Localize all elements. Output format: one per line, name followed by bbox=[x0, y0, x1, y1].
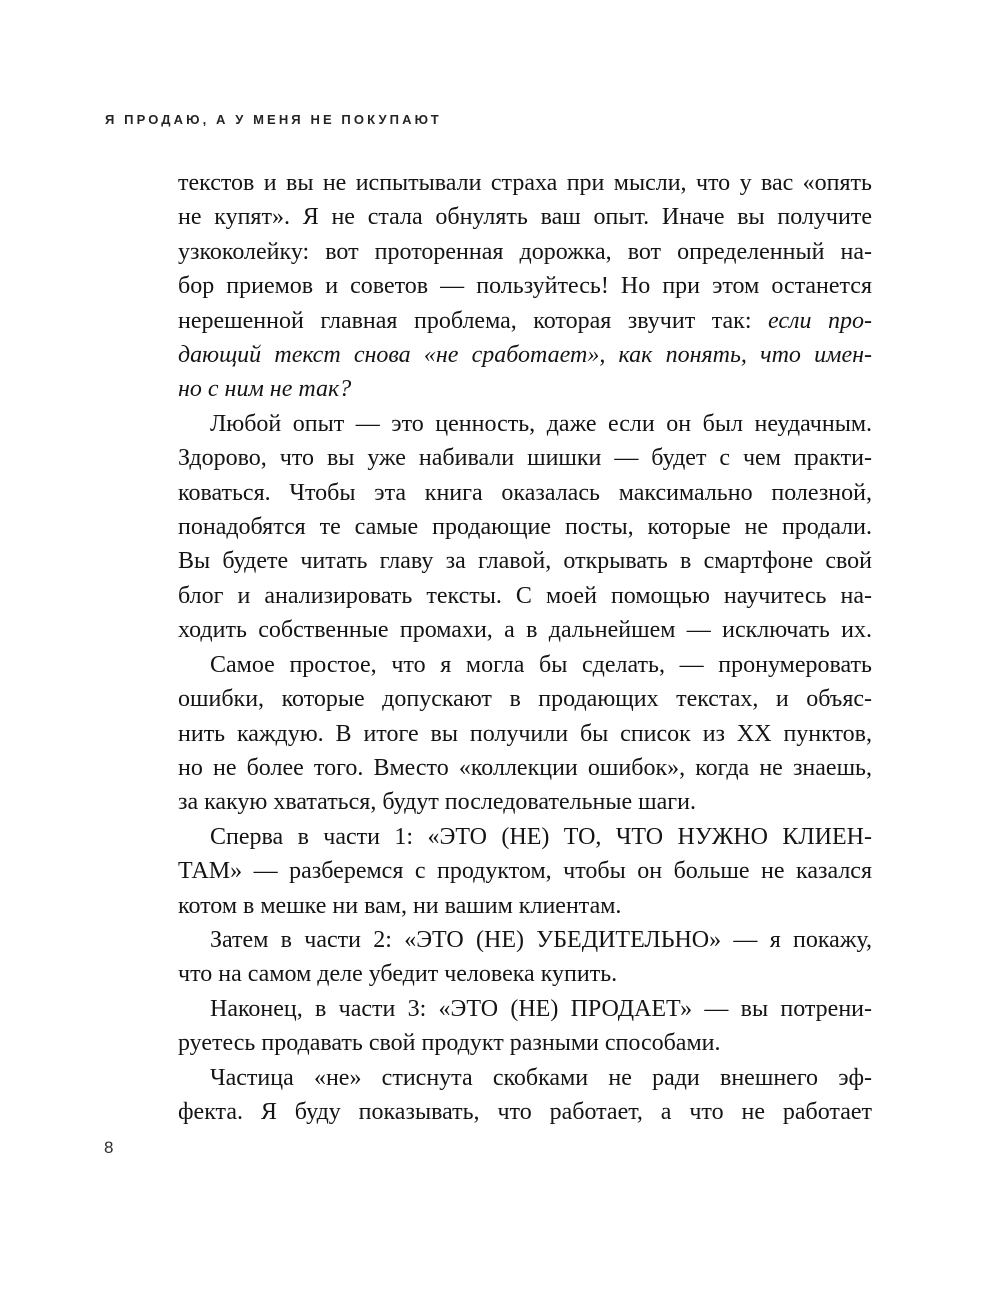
text-line bbox=[178, 166, 872, 200]
text-line bbox=[178, 1095, 872, 1129]
text-line bbox=[178, 648, 872, 682]
text-run: котом в мешке ни вам, ни вашим клиентам. bbox=[178, 892, 622, 919]
italic-text-run: если про- bbox=[768, 307, 872, 334]
text-line bbox=[178, 957, 872, 991]
page-number: 8 bbox=[104, 1138, 114, 1157]
text-run: понадобятся те самые продающие посты, которые не продали. bbox=[178, 514, 872, 541]
text-run: коваться. Чтобы эта книга оказалась максимально полезной, bbox=[178, 479, 872, 506]
text-line bbox=[178, 889, 872, 923]
text-run: но не более того. Вместо «коллекции ошибок», когда не знаешь, bbox=[178, 754, 872, 781]
text-line bbox=[178, 372, 872, 406]
text-line bbox=[178, 304, 872, 338]
body-text bbox=[178, 166, 872, 1129]
text-run: фекта. Я буду показывать, что работает, а что не работает bbox=[178, 1098, 872, 1125]
text-run: Самое простое, что я могла бы сделать, — пронумеровать bbox=[210, 651, 872, 678]
text-run: нерешенной главная проблема, которая звучит так: bbox=[178, 307, 769, 334]
text-line bbox=[178, 1061, 872, 1095]
text-line bbox=[178, 579, 872, 613]
text-line bbox=[178, 717, 872, 751]
text-run: что на самом деле убедит человека купить. bbox=[178, 961, 618, 988]
paragraph bbox=[178, 407, 872, 648]
text-run: Затем в части 2: «ЭТО (НЕ) УБЕДИТЕЛЬНО» — я покажу, bbox=[210, 926, 872, 953]
italic-text-run: дающий текст снова «не сработает», как понять, что имен- bbox=[178, 342, 872, 369]
paragraph bbox=[178, 166, 872, 407]
text-line bbox=[178, 544, 872, 578]
paragraph bbox=[178, 923, 872, 992]
text-line bbox=[178, 820, 872, 854]
paragraph bbox=[178, 1061, 872, 1130]
text-line bbox=[178, 235, 872, 269]
text-line bbox=[178, 200, 872, 234]
text-line bbox=[178, 751, 872, 785]
text-run: за какую хвататься, будут последовательные шаги. bbox=[178, 789, 696, 816]
text-line bbox=[178, 682, 872, 716]
text-run: нить каждую. В итоге вы получили бы список из XX пунктов, bbox=[178, 720, 872, 747]
text-line bbox=[178, 407, 872, 441]
text-line bbox=[178, 476, 872, 510]
text-run: текстов и вы не испытывали страха при мысли, что у вас «опять bbox=[178, 170, 872, 196]
text-run: Частица «не» стиснута скобками не ради внешнего эф- bbox=[210, 1064, 872, 1091]
text-run: ошибки, которые допускают в продающих текстах, и объяс- bbox=[178, 686, 872, 713]
text-line bbox=[178, 923, 872, 957]
text-run: Вы будете читать главу за главой, открывать в смартфоне свой bbox=[178, 548, 872, 575]
text-run: ходить собственные промахи, а в дальнейшем — исключать их. bbox=[178, 617, 872, 644]
paragraph bbox=[178, 648, 872, 820]
text-run: Сперва в части 1: «ЭТО (НЕ) ТО, ЧТО НУЖНО КЛИЕН- bbox=[210, 823, 872, 850]
text-line bbox=[178, 510, 872, 544]
text-run: блог и анализировать тексты. С моей помощью научитесь на- bbox=[178, 582, 872, 609]
text-run: узкоколейку: вот проторенная дорожка, вот определенный на- bbox=[178, 238, 872, 265]
paragraph bbox=[178, 992, 872, 1061]
paragraph bbox=[178, 820, 872, 923]
text-line bbox=[178, 785, 872, 819]
text-run: руетесь продавать свой продукт разными способами. bbox=[178, 1030, 721, 1057]
text-line bbox=[178, 854, 872, 888]
running-head: Я ПРОДАЮ, А У МЕНЯ НЕ ПОКУПАЮТ bbox=[105, 112, 442, 127]
text-run: Любой опыт — это ценность, даже если он был неудачным. bbox=[210, 410, 872, 437]
text-line bbox=[178, 613, 872, 647]
text-run: ТАМ» — разберемся с продуктом, чтобы он больше не казался bbox=[178, 858, 872, 885]
text-run: бор приемов и советов — пользуйтесь! Но при этом останется bbox=[178, 273, 872, 300]
text-line bbox=[178, 441, 872, 475]
text-run: Наконец, в части 3: «ЭТО (НЕ) ПРОДАЕТ» — вы потрени- bbox=[210, 995, 872, 1022]
text-line bbox=[178, 992, 872, 1026]
text-run: Здорово, что вы уже набивали шишки — будет с чем практи- bbox=[178, 445, 872, 472]
text-line bbox=[178, 338, 872, 372]
text-run: не купят». Я не стала обнулять ваш опыт. Иначе вы получите bbox=[178, 204, 872, 231]
text-line bbox=[178, 1026, 872, 1060]
text-line bbox=[178, 269, 872, 303]
italic-text-run: но с ним не так? bbox=[178, 376, 352, 403]
